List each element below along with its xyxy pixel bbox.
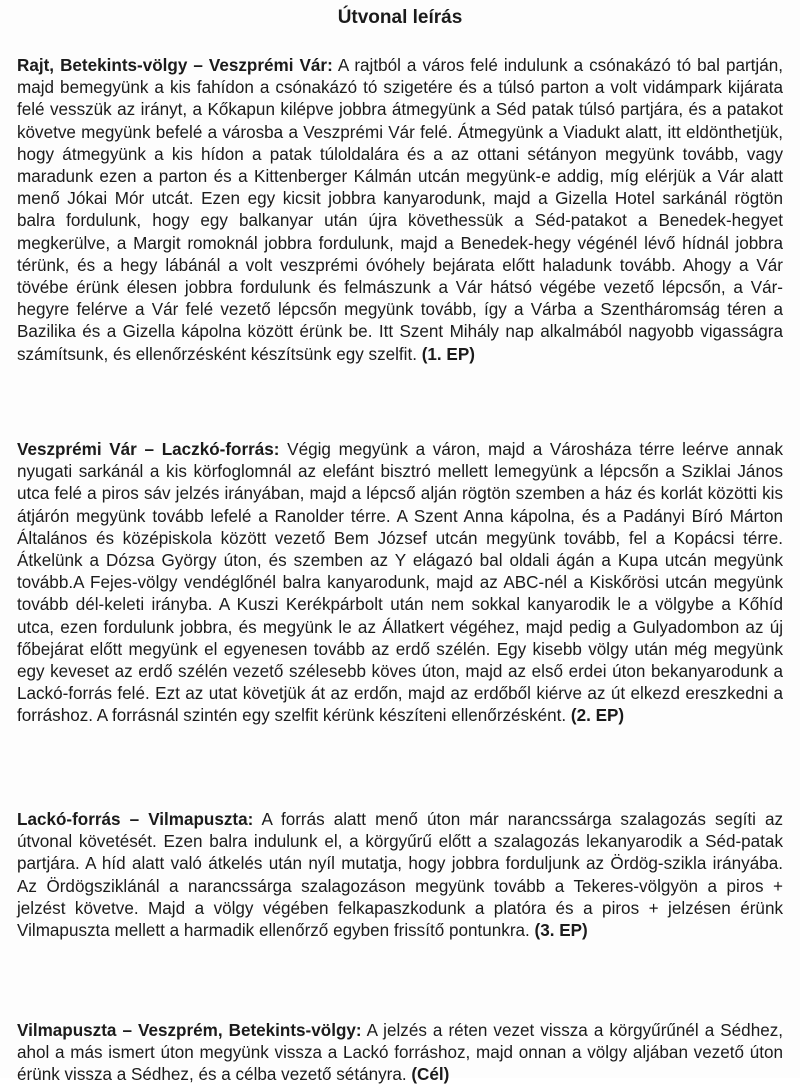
route-section-vilmapuszta-to-finish <box>17 1020 783 1087</box>
section-heading: Rajt, Betekints-völgy – Veszprémi Vár: <box>17 56 333 75</box>
document-title: Útvonal leírás <box>337 7 463 28</box>
section-body: A rajtból a város felé indulunk a csónakázó tó bal partján, majd bemegyünk a kis fahídon a csónakázó tó szigetére és a túlsó parton a volt vidámpark kijárata felé vesszük az irányt, a Kőkapun kilépve jobbra átmegyünk a Séd patak túlsó partjára, és a patakot követve megyünk befelé a városba a Veszprémi Vár felé. Átmegyünk a Viadukt alatt, itt eldönthetjük, hogy átmegyünk a kis hídon a patak túloldalára és a az ottani sétányon megyünk tovább, vagy maradunk ezen a parton és a Kittenberger Kálmán utcán megyünk-e addig, míg elérjük a Vár alatt menő Jókai Mór utcát. Ezen egy kicsit jobbra kanyarodunk, majd a Gizella Hotel sarkánál rögtön balra fordulunk, hogy egy balkanyar után újra követhessük a Séd-patakot a Benedek-hegyet megkerülve, a Margit romoknál jobbra fordulunk, majd a Benedek-hegy végénél lévő hídnál jobbra térünk, és a hegy lábánál a volt veszprémi óvóhely bejárata előtt haladunk tovább. Ahogy a Vár tövébe érünk élesen jobbra fordulunk és felmászunk a Vár hátsó végébe vezető lépcsőn, a Vár-hegyre felérve a Vár felé vezető lépcsőn megyünk tovább, így a Várba a Szentháromság téren a Bazilika és a Gizella kápolna között érünk be. Itt Szent Mihály nap alkalmából nagyobb vigasságra számítsunk, és ellenőrzésként készítsünk egy szelfit. <box>17 56 783 364</box>
route-section-start-to-castle <box>17 55 783 366</box>
checkpoint-label: (1. EP) <box>421 344 475 364</box>
route-section-spring-to-vilmapuszta <box>17 809 783 942</box>
checkpoint-label: (3. EP) <box>534 921 588 941</box>
route-section-castle-to-spring <box>17 439 783 728</box>
section-body: A jelzés a réten vezet vissza a körgyűrűnél a Sédhez, ahol a más ismert úton megyünk vissza a Lackó forráshoz, majd onnan a völgy aljában vezető úton érünk vissza a Sédhez, és a célba vezető sétányra. <box>17 1021 783 1085</box>
section-heading: Vilmapuszta – Veszprém, Betekints-völgy: <box>17 1021 362 1040</box>
section-body: Végig megyünk a váron, majd a Városháza térre leérve annak nyugati sarkánál a kis körfoglomnál az elefánt bisztró mellett lemegyünk a lépcsőn a Sziklai János utca felé a piros sáv jelzés irányában, majd a lépcső alján rögtön szemben a ház és korlát közötti kis átjárón megyünk tovább lefelé a Ranolder térre. A Szent Anna kápolna, és a Padányi Bíró Márton Általános és középiskola között vezető Bem József utcán megyünk tovább, fel a Kopácsi térre. Átkelünk a Dózsa György úton, és szemben az Y elágazó bal oldali ágán a Kupa utcán megyünk tovább.A Fejes-völgy vendéglőnél balra kanyarodunk, majd az ABC-nél a Kiskőrösi utcán megyünk tovább dél-keleti irányba. A Kuszi Kerékpárbolt után nem sokkal kanyarodik le a völgybe a Kőhíd utca, ezen fordulunk jobbra, és megyünk le az Állatkert végéhez, majd pedig a Gulyadombon az új főbejárat előtt megyünk el egyenesen tovább az erdő szélén. Egy kisebb völgy után még megyünk egy keveset az erdő szélén vezető szélesebb köves úton, majd az első erdei úton bekanyarodunk a Lackó-forrás felé. Ezt az utat követjük át az erdőn, majd az erdőből kiérve az út elkezd ereszkedni a forráshoz. A forrásnál szintén egy szelfit kérünk készíteni ellenőrzésként. <box>17 440 783 726</box>
checkpoint-label: (Cél) <box>411 1065 450 1085</box>
section-heading: Veszprémi Vár – Laczkó-forrás: <box>17 440 280 459</box>
section-body: A forrás alatt menő úton már narancssárga szalagozás segíti az útvonal követését. Ezen balra indulunk el, a körgyűrű előtt a szalagozás lekanyarodik a Séd-patak partjára. A híd alatt való átkelés után nyíl mutatja, hogy jobbra forduljunk az Ördög-szikla irányába. Az Ördögsziklánál a narancssárga szalagozáson megyünk tovább a Tekeres-völgyön a piros + jelzést követve. Majd a völgy végében felkapaszkodunk a platóra és a piros + jelzésen érünk Vilmapuszta mellett a harmadik ellenőrző egyben frissítő pontunkra. <box>17 810 783 941</box>
section-heading: Lackó-forrás – Vilmapuszta: <box>17 810 254 829</box>
checkpoint-label: (2. EP) <box>570 706 625 726</box>
